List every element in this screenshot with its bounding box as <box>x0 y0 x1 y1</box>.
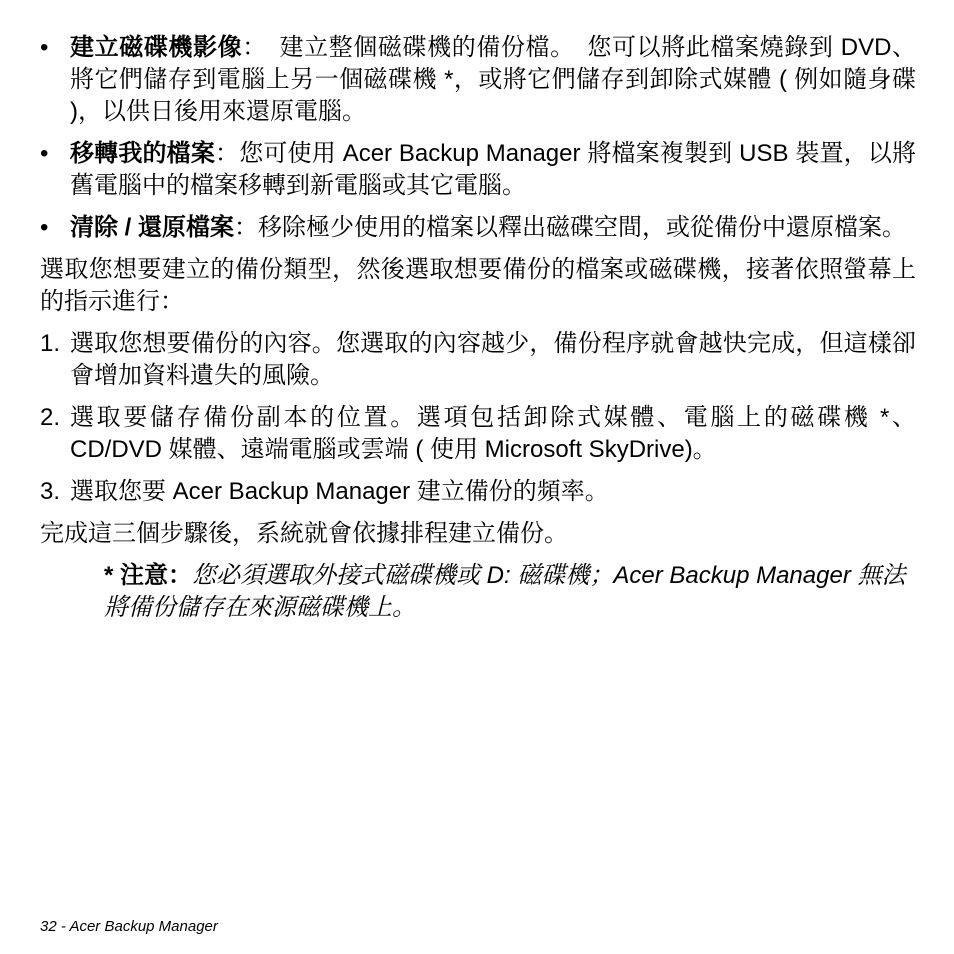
note-block <box>40 560 916 624</box>
bullet-separator: ： <box>215 140 240 167</box>
page-footer: 32 - Acer Backup Manager <box>40 918 218 935</box>
intro-paragraph: 選取您想要建立的備份類型，然後選取想要備份的檔案或磁碟機，接著依照螢幕上的指示進行： <box>40 256 916 315</box>
bullet-text: 移除極少使用的檔案以釋出磁碟空間，或從備份中還原檔案。 <box>258 214 907 241</box>
step-text: 選取您想要備份的內容。您選取的內容越少，備份程序就會越快完成，但這樣卻會增加資料遺失的風險。 <box>70 330 916 389</box>
step-number: 1. <box>40 330 61 357</box>
summary-paragraph: 完成這三個步驟後，系統就會依據排程建立備份。 <box>40 520 568 547</box>
document-body <box>40 32 916 624</box>
step-item-3 <box>40 476 916 508</box>
bullet-item-disk-image <box>40 32 916 128</box>
bullet-separator: ： <box>234 214 259 241</box>
step-text: 選取要儲存備份副本的位置。選項包括卸除式媒體、電腦上的磁碟機 *、CD/DVD 媒體、遠端電腦或雲端 ( 使用 Microsoft SkyDrive)。 <box>70 404 916 463</box>
bullet-term: 清除 / 還原檔案 <box>70 214 235 241</box>
bullet-separator: ： <box>242 34 280 61</box>
bullet-item-migrate-files <box>40 138 916 202</box>
note-text: 您必須選取外接式磁碟機或 D: 磁碟機；Acer Backup Manager 無法將備份儲存在來源磁碟機上。 <box>104 562 906 621</box>
note-label: * 注意： <box>104 562 193 589</box>
bullet-marker: • <box>40 140 49 167</box>
step-number: 2. <box>40 404 61 431</box>
step-text: 選取您要 Acer Backup Manager 建立備份的頻率。 <box>70 478 609 505</box>
bullet-text: 建立整個磁碟機的備份檔。 您可以將此檔案燒錄到 DVD、將它們儲存到電腦上另一個磁碟機 *，或將它們儲存到卸除式媒體 ( 例如隨身碟 )，以供日後用來還原電腦。 <box>70 34 917 125</box>
bullet-marker: • <box>40 214 49 241</box>
step-item-1 <box>40 328 916 392</box>
step-item-2 <box>40 402 916 466</box>
bullet-item-clean-restore <box>40 212 916 244</box>
bullet-term: 移轉我的檔案 <box>70 140 216 167</box>
bullet-term: 建立磁碟機影像 <box>70 34 243 61</box>
bullet-marker: • <box>40 34 49 61</box>
bullet-text: 您可使用 Acer Backup Manager 將檔案複製到 USB 裝置，以將舊電腦中的檔案移轉到新電腦或其它電腦。 <box>70 140 917 199</box>
step-number: 3. <box>40 478 61 505</box>
